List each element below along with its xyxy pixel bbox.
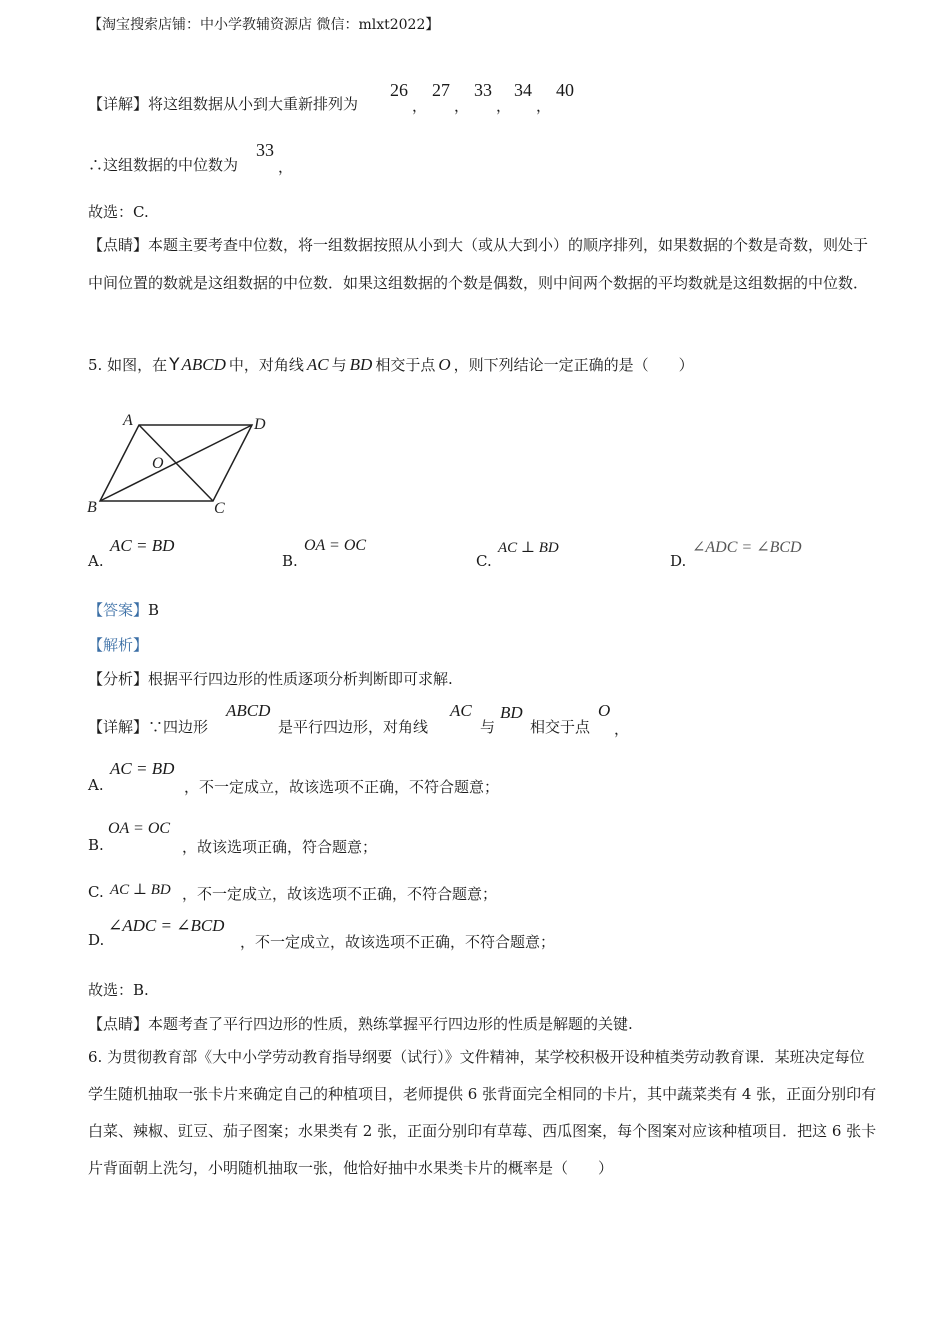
check-c-text: ，不一定成立，故该选项不正确，不符合题意； <box>182 885 498 903</box>
check-b-text: ，故该选项正确，符合题意； <box>182 838 378 856</box>
q5-stem-c: 与 <box>331 356 347 374</box>
detail2-o: O <box>598 701 611 720</box>
check-b-expr: OA = OC <box>108 820 171 837</box>
vertex-label-a: A <box>123 412 133 429</box>
option-b-expr: OA = OC <box>304 537 367 554</box>
q5-ac: AC <box>306 355 329 374</box>
sorted-num-5: 40 <box>556 80 574 100</box>
parallelogram-symbol-icon: Y <box>169 355 180 375</box>
comment-1: 【点睛】本题主要考查中位数，将一组数据按照从小到大（或从大到小）的顺序排列，如果数据的个数是奇数，则处于中间位置的数就是这组数据的中位数．如果这组数据的个数是偶数，则中间两个数据的平均数就是这组数据的中位数． <box>88 236 869 292</box>
check-a-letter: A. <box>88 776 104 794</box>
question-6: 6. 为贯彻教育部《大中小学劳动教育指导纲要（试行）》文件精神，某学校积极开设种植类劳动教育课．某班决定每位学生随机抽取一张卡片来确定自己的种植项目，老师提供 6 张背面完全相同的卡片，其中蔬菜类有 4 张，正面分别印有白菜、辣椒、豇豆、茄子图案；水果类有 2 张，正面分别印有草莓、西瓜图案，每个图案对应该种植项目．把这 6 张卡片背面朝上洗匀，小明随机抽取一张，他恰好抽中水果类卡片的概率是（ ） <box>88 1048 877 1177</box>
q5-stem-b: 中，对角线 <box>228 356 304 374</box>
detail-line-1 <box>88 93 358 114</box>
analysis-text: 【分析】根据平行四边形的性质逐项分析判断即可求解. <box>88 670 453 688</box>
detail2-prefix: 【详解】∵四边形 <box>88 718 209 736</box>
detail2-ac: AC <box>450 701 472 720</box>
check-b-letter: B. <box>88 836 104 854</box>
detail2-abcd: ABCD <box>226 701 271 720</box>
answer-line <box>88 599 159 620</box>
sep-1: ， <box>412 97 428 115</box>
page-header: 【淘宝搜索店铺：中小学教辅资源店 微信：mlxt2022】 <box>88 17 440 33</box>
option-b-letter: B. <box>282 552 298 570</box>
q5-stem-d: 相交于点 <box>375 356 436 374</box>
option-d-letter: D. <box>670 552 687 570</box>
detail2-b: 与 <box>480 718 496 736</box>
diagonal-bd <box>100 425 252 501</box>
sorted-num-2: 27 <box>432 80 450 100</box>
answer-label: 【答案】 <box>88 601 149 619</box>
analysis-label: 【解析】 <box>88 636 149 654</box>
detail2-bd: BD <box>500 703 523 722</box>
answer-value: B <box>148 601 160 619</box>
option-c-expr: AC ⊥ BD <box>498 540 559 556</box>
detail2-c: 相交于点 <box>530 718 591 736</box>
check-d-expr: ∠ADC = ∠BCD <box>108 916 225 935</box>
parallelogram-figure <box>80 405 280 523</box>
q5-stem-a: 5. 如图，在 <box>88 356 168 374</box>
median-text: ∴这组数据的中位数为 <box>88 156 239 174</box>
check-a-expr: AC = BD <box>110 759 175 778</box>
choose-c: 故选：C. <box>88 203 149 221</box>
check-c-letter: C. <box>88 883 104 901</box>
median-value: 33 <box>256 140 274 160</box>
detail2-d: ， <box>614 720 630 738</box>
sep-3: ， <box>496 97 512 115</box>
median-suffix: ， <box>278 158 294 176</box>
option-d-expr: ∠ADC = ∠BCD <box>692 539 802 556</box>
choose-b: 故选：B. <box>88 981 149 999</box>
comment-2: 【点睛】本题考查了平行四边形的性质，熟练掌握平行四边形的性质是解题的关键. <box>88 1015 633 1033</box>
q5-stem-e: ，则下列结论一定正确的是（ ） <box>453 356 694 374</box>
vertex-label-d: D <box>254 416 266 433</box>
sorted-num-1: 26 <box>390 80 408 100</box>
check-c-expr: AC ⊥ BD <box>110 882 171 898</box>
vertex-label-c: C <box>214 500 225 517</box>
q5-stem <box>88 354 694 375</box>
detail2-a: 是平行四边形，对角线 <box>278 718 429 736</box>
check-a-text: ，不一定成立，故该选项不正确，不符合题意； <box>184 778 500 796</box>
option-a-expr: AC = BD <box>110 536 175 555</box>
check-d-letter: D. <box>88 931 105 949</box>
option-c-letter: C. <box>476 552 492 570</box>
check-d-text: ，不一定成立，故该选项不正确，不符合题意； <box>240 933 556 951</box>
q5-abcd: ABCD <box>181 355 226 374</box>
detail-prefix: 【详解】将这组数据从小到大重新排列为 <box>88 95 359 113</box>
sep-2: ， <box>454 97 470 115</box>
sorted-num-3: 33 <box>474 80 492 100</box>
q5-o: O <box>438 355 451 374</box>
sep-4: ， <box>536 97 552 115</box>
sorted-num-4: 34 <box>514 80 532 100</box>
q5-bd: BD <box>349 355 373 374</box>
vertex-label-b: B <box>87 499 97 516</box>
center-label-o: O <box>152 455 164 472</box>
option-a-letter: A. <box>88 552 104 570</box>
